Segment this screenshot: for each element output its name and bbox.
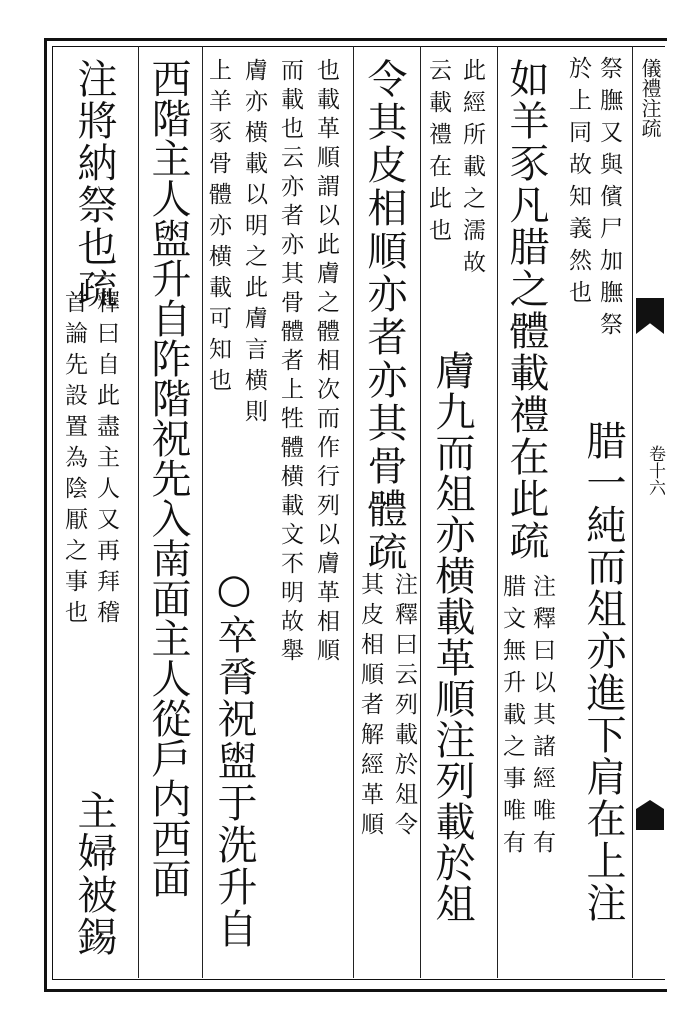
column-rule (497, 46, 498, 978)
column-rule (353, 46, 354, 978)
note-line: 注釋曰以其諸經唯有 (529, 574, 555, 862)
main-text-line: 主婦被錫 (71, 790, 117, 958)
column-rule (632, 46, 633, 978)
main-text-line: ○卒脀祝盥于洗升自 (211, 566, 257, 950)
note-line: 腊文無升載之事唯有 (499, 574, 525, 862)
volume-label: 卷十六 (645, 445, 665, 496)
book-title: 儀禮注疏 (638, 58, 662, 138)
main-text-line: 注將納祭也疏 (71, 58, 117, 310)
note-line: 膚亦横載以明之此膚言横則 (241, 58, 267, 430)
note-line: 其皮相順者解經革順 (357, 572, 383, 842)
column-rule (138, 46, 139, 978)
main-text-line: 如羊豕凡腊之體載禮在此疏 (503, 58, 549, 562)
column-rule (202, 46, 203, 978)
note-line: 也載革順謂以此膚之體相次而作行列以膚革相順 (313, 58, 339, 667)
note-line: 釋曰自此盡主人又再拜稽 (93, 290, 119, 631)
note-line: 而載也云亦者亦其骨體者上牲體横載文不明故舉 (277, 58, 303, 667)
note-line: 祭膴又與儐尸加膴祭 (596, 56, 622, 344)
note-line: 首論先設置為陰厭之事也 (61, 290, 87, 631)
note-line: 上羊豕骨體亦横載可知也 (205, 58, 231, 399)
note-line: 於上同故知義然也 (565, 56, 591, 312)
main-text-line: 西階主人盥升自阼階祝先入南面主人從戶内西面 (145, 58, 191, 898)
note-line: 此經所載之濡故 (459, 58, 485, 282)
note-line: 注釋曰云列載於俎令 (391, 572, 417, 842)
main-text-line: 膚九而俎亦横載革順注列載於俎 (429, 350, 475, 924)
note-line: 云載禮在此也 (425, 58, 451, 250)
main-text-line: 腊一純而俎亦進下肩在上注 (580, 420, 626, 924)
main-text-line: 令其皮相順亦者亦其骨體疏 (361, 58, 407, 574)
column-rule (420, 46, 421, 978)
